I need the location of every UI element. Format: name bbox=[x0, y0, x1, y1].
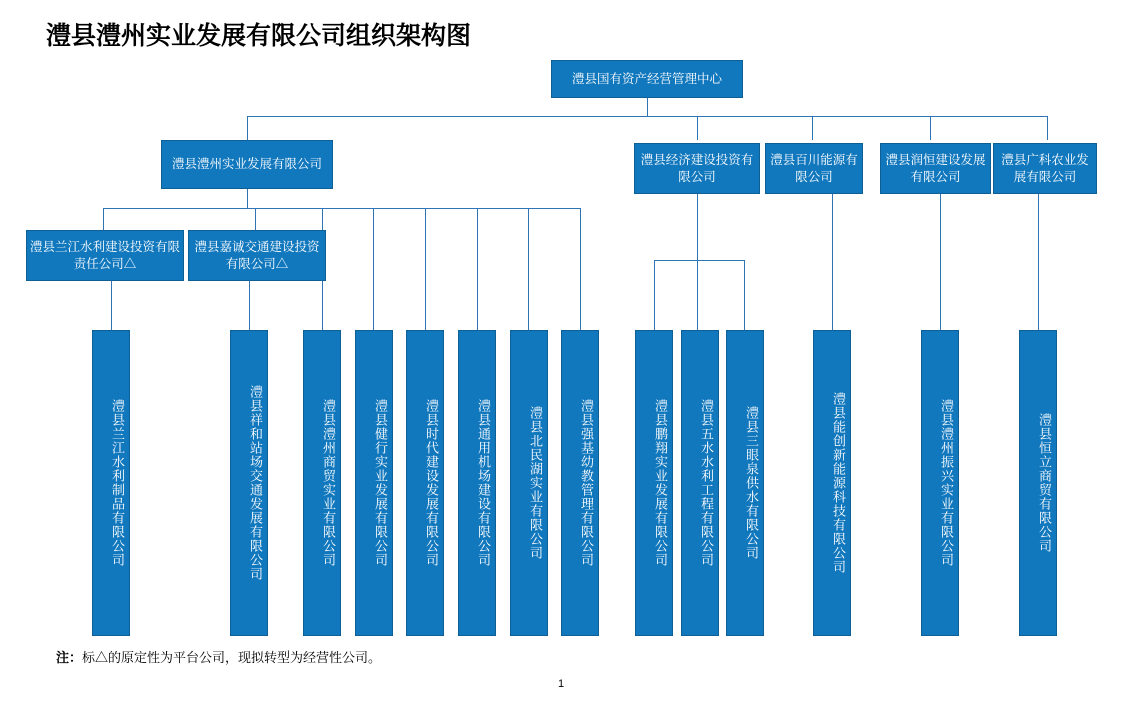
node-label: 澧县强基幼教管理有限公司 bbox=[579, 399, 594, 567]
node-label: 澧县时代建设发展有限公司 bbox=[424, 399, 439, 567]
connector bbox=[1047, 116, 1048, 140]
connector bbox=[832, 194, 833, 330]
node-level2-3[interactable] bbox=[880, 143, 991, 194]
connector bbox=[477, 208, 478, 330]
node-level2-0[interactable] bbox=[161, 140, 333, 189]
node-level3-0[interactable] bbox=[26, 230, 184, 281]
connector bbox=[647, 98, 648, 116]
connector bbox=[247, 116, 1047, 117]
connector bbox=[373, 208, 374, 330]
node-leaf-12[interactable] bbox=[921, 330, 959, 636]
connector bbox=[580, 208, 581, 330]
node-label: 澧县兰江水利建设投资有限责任公司△ bbox=[29, 239, 180, 271]
node-label: 澧县五水水利工程有限公司 bbox=[699, 399, 714, 567]
node-label: 澧县恒立商贸有限公司 bbox=[1037, 413, 1052, 553]
node-leaf-9[interactable] bbox=[681, 330, 719, 636]
node-label: 澧县澧州实业发展有限公司 bbox=[171, 157, 322, 171]
connector bbox=[111, 281, 112, 330]
node-root[interactable] bbox=[551, 60, 743, 98]
node-leaf-6[interactable] bbox=[510, 330, 548, 636]
node-label: 澧县经济建设投资有限公司 bbox=[640, 152, 754, 184]
node-leaf-8[interactable] bbox=[635, 330, 673, 636]
page-number: 1 bbox=[557, 678, 565, 690]
connector bbox=[1038, 194, 1039, 330]
node-label: 澧县广科农业发展有限公司 bbox=[1001, 152, 1089, 184]
node-leaf-3[interactable] bbox=[355, 330, 393, 636]
connector bbox=[103, 208, 580, 209]
connector bbox=[255, 208, 256, 230]
connector bbox=[103, 208, 104, 230]
node-leaf-13[interactable] bbox=[1019, 330, 1057, 636]
footnote-label: 注： bbox=[56, 650, 83, 665]
node-label: 澧县鹏翔实业发展有限公司 bbox=[653, 399, 668, 567]
node-leaf-10[interactable] bbox=[726, 330, 764, 636]
connector bbox=[247, 189, 248, 208]
node-label: 澧县润恒建设发展有限公司 bbox=[885, 152, 986, 184]
node-label: 澧县北民湖实业有限公司 bbox=[528, 406, 543, 560]
connector bbox=[930, 116, 931, 140]
node-level3-1[interactable] bbox=[188, 230, 326, 281]
connector bbox=[940, 194, 941, 330]
node-label: 澧县兰江水利制品有限公司 bbox=[110, 399, 125, 567]
node-leaf-2[interactable] bbox=[303, 330, 341, 636]
connector bbox=[697, 194, 698, 330]
node-level2-4[interactable] bbox=[993, 143, 1097, 194]
node-label: 澧县通用机场建设有限公司 bbox=[476, 399, 491, 567]
connector bbox=[812, 116, 813, 140]
node-leaf-7[interactable] bbox=[561, 330, 599, 636]
node-label: 澧县能创新能源科技有限公司 bbox=[831, 392, 846, 574]
node-label: 澧县嘉诚交通建设投资有限公司△ bbox=[194, 239, 320, 271]
node-label: 澧县健行实业发展有限公司 bbox=[373, 399, 388, 567]
connector bbox=[697, 116, 698, 140]
footnote-text: 标△的原定性为平台公司，现拟转型为经营性公司。 bbox=[82, 650, 382, 665]
node-leaf-0[interactable] bbox=[92, 330, 130, 636]
connector bbox=[249, 281, 250, 330]
node-leaf-1[interactable] bbox=[230, 330, 268, 636]
node-label: 澧县百川能源有限公司 bbox=[770, 152, 858, 184]
connector bbox=[654, 260, 655, 330]
node-label: 澧县三眼泉供水有限公司 bbox=[744, 406, 759, 560]
node-label: 澧县国有资产经营管理中心 bbox=[571, 71, 722, 86]
node-level2-2[interactable] bbox=[765, 143, 863, 194]
connector bbox=[528, 208, 529, 330]
connector bbox=[744, 260, 745, 330]
node-level2-1[interactable] bbox=[634, 143, 760, 194]
connector bbox=[654, 260, 744, 261]
node-leaf-11[interactable] bbox=[813, 330, 851, 636]
connector bbox=[425, 208, 426, 330]
connector bbox=[247, 116, 248, 140]
node-label: 澧县祥和站场交通发展有限公司 bbox=[248, 385, 263, 581]
node-label: 澧县澧州振兴实业有限公司 bbox=[939, 399, 954, 567]
footnote bbox=[56, 647, 381, 666]
page-title: 澧县澧州实业发展有限公司组织架构图 bbox=[46, 22, 472, 50]
node-leaf-5[interactable] bbox=[458, 330, 496, 636]
node-leaf-4[interactable] bbox=[406, 330, 444, 636]
node-label: 澧县澧州商贸实业有限公司 bbox=[321, 399, 336, 567]
